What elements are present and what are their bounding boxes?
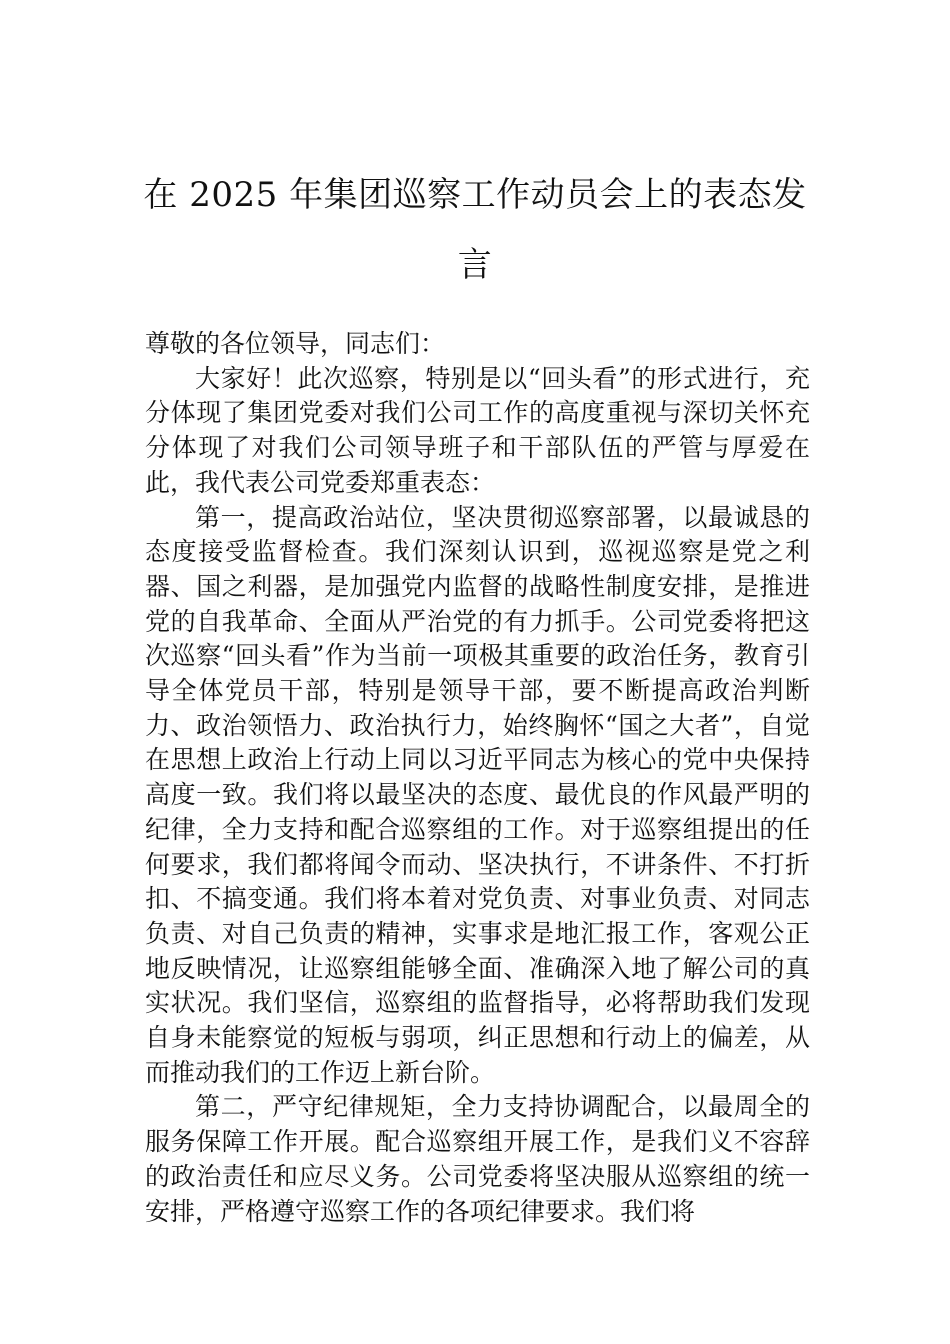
paragraph-opening: 大家好！此次巡察，特别是以“回头看”的形式进行，充分体现了集团党委对我们公司工作的高度重视与深切关怀充分体现了对我们公司领导班子和干部队伍的严管与厚爱在此，我代表公司党委郑重表态： bbox=[145, 363, 810, 497]
document-title: 在 2025 年集团巡察工作动员会上的表态发言 bbox=[143, 175, 807, 285]
paragraph-second-point: 第二，严守纪律规矩，全力支持协调配合，以最周全的服务保障工作开展。配合巡察组开展工作，是我们义不容辞的政治责任和应尽义务。公司党委将坚决服从巡察组的统一安排，严格遵守巡察工作的各项纪律要求。我们将 bbox=[145, 1092, 810, 1226]
salutation: 尊敬的各位领导，同志们： bbox=[145, 329, 446, 358]
paragraph-first-point: 第一，提高政治站位，坚决贯彻巡察部署，以最诚恳的态度接受监督检查。我们深刻认识到，巡视巡察是党之利器、国之利器，是加强党内监督的战略性制度安排，是推进党的自我革命、全面从严治党的有力抓手。公司党委将把这次巡察“回头看”作为当前一项极其重要的政治任务，教育引导全体党员干部，特别是领导干部，要不断提高政治判断力、政治领悟力、政治执行力，始终胸怀“国之大者”，自觉在思想上政治上行动上同以习近平同志为核心的党中央保持高度一致。我们将以最坚决的态度、最优良的作风最严明的纪律，全力支持和配合巡察组的工作。对于巡察组提出的任何要求，我们都将闻令而动、坚决执行，不讲条件、不打折扣、不搞变通。我们将本着对党负责、对事业负责、对同志负责、对自己负责的精神，实事求是地汇报工作，客观公正地反映情况，让巡察组能够全面、准确深入地了解公司的真实状况。我们坚信，巡察组的监督指导，必将帮助我们发现自身未能察觉的短板与弱项，纠正思想和行动上的偏差，从而推动我们的工作迈上新台阶。 bbox=[145, 502, 810, 1087]
document-body bbox=[145, 327, 810, 1229]
